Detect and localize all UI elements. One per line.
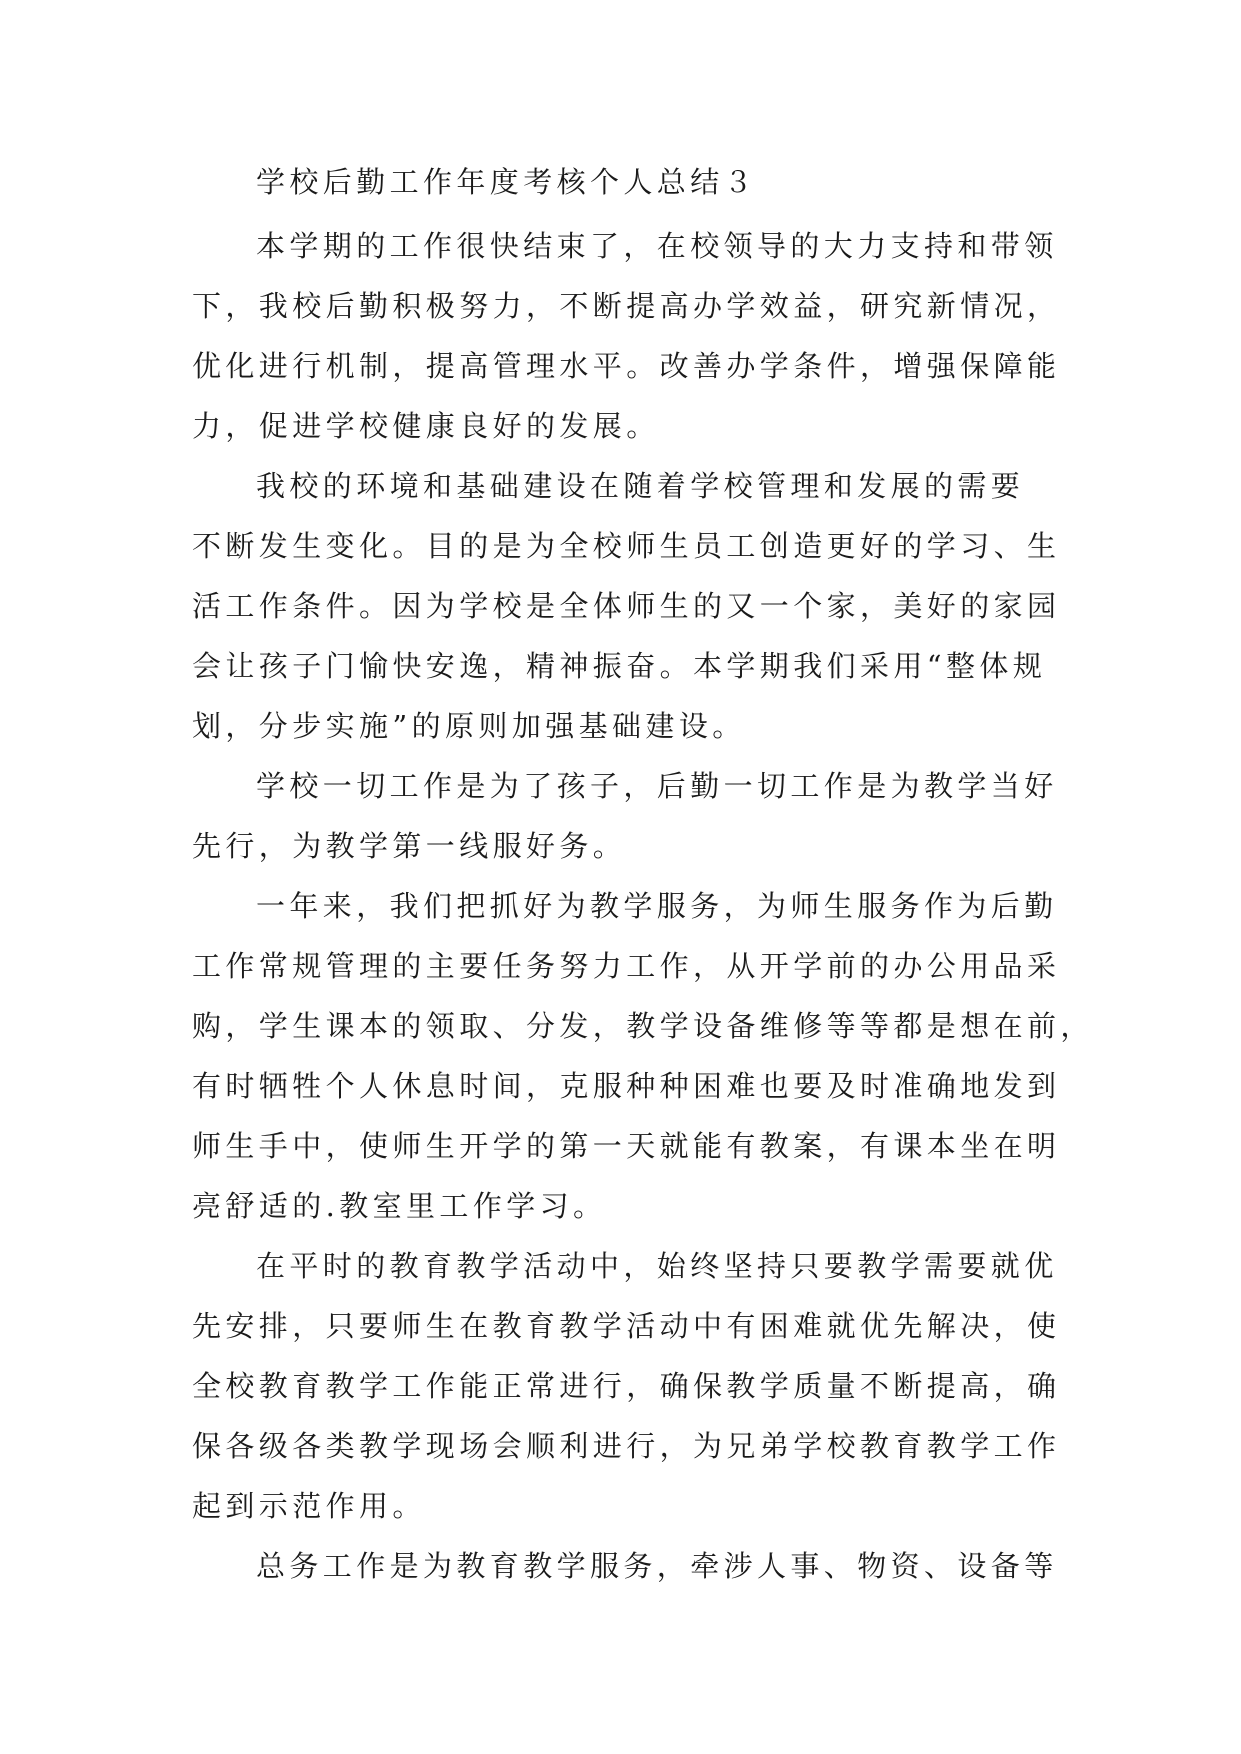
paragraph-2 [192, 456, 1061, 756]
paragraph-line: 亮舒适的.教室里工作学习。 [192, 1189, 607, 1223]
paragraph-line: 力，促进学校健康良好的发展。 [192, 409, 660, 443]
paragraph-4 [192, 876, 1094, 1236]
paragraph-line: 会让孩子门愉快安逸，精神振奋。本学期我们采用“整体规 [192, 649, 1047, 683]
paragraph-line: 先行，为教学第一线服好务。 [192, 829, 627, 863]
paragraph-line: 优化进行机制，提高管理水平。改善办学条件，增强保障能 [192, 349, 1061, 383]
paragraph-line: 先安排，只要师生在教育教学活动中有困难就优先解决，使 [192, 1309, 1061, 1343]
paragraph-line: 我校的环境和基础建设在随着学校管理和发展的需要 [256, 469, 1025, 503]
paragraph-line: 不断发生变化。目的是为全校师生员工创造更好的学习、生 [192, 529, 1061, 563]
paragraph-line: 划，分步实施”的原则加强基础建设。 [192, 709, 746, 743]
paragraph-line: 总务工作是为教育教学服务，牵涉人事、物资、设备等 [256, 1549, 1058, 1583]
paragraph-line: 有时牺牲个人休息时间，克服种种困难也要及时准确地发到 [192, 1069, 1061, 1103]
paragraph-line: 购，学生课本的领取、分发，教学设备维修等等都是想在前， [192, 1009, 1094, 1043]
paragraph-line: 保各级各类教学现场会顺利进行，为兄弟学校教育教学工作 [192, 1429, 1061, 1463]
paragraph-line: 在平时的教育教学活动中，始终坚持只要教学需要就优 [256, 1249, 1058, 1283]
paragraph-1 [192, 216, 1061, 456]
title-spacer [192, 206, 1052, 216]
paragraph-line: 本学期的工作很快结束了，在校领导的大力支持和带领 [256, 229, 1058, 263]
paragraph-line: 活工作条件。因为学校是全体师生的又一个家，美好的家园 [192, 589, 1061, 623]
paragraph-line: 一年来，我们把抓好为教学服务，为师生服务作为后勤 [256, 889, 1058, 923]
document-page [192, 158, 1094, 1596]
paragraph-6 [192, 1536, 1058, 1596]
paragraph-line: 下，我校后勤积极努力，不断提高办学效益，研究新情况， [192, 289, 1061, 323]
document-title: 学校后勤工作年度考核个人总结３ [256, 165, 758, 199]
paragraph-3 [192, 756, 1058, 876]
paragraph-line: 师生手中，使师生开学的第一天就能有教案，有课本坐在明 [192, 1129, 1061, 1163]
paragraph-line: 工作常规管理的主要任务努力工作，从开学前的办公用品采 [192, 949, 1061, 983]
paragraph-line: 起到示范作用。 [192, 1489, 426, 1523]
paragraph-line: 全校教育教学工作能正常进行，确保教学质量不断提高，确 [192, 1369, 1061, 1403]
paragraph-5 [192, 1236, 1061, 1536]
paragraph-line: 学校一切工作是为了孩子，后勤一切工作是为教学当好 [256, 769, 1058, 803]
